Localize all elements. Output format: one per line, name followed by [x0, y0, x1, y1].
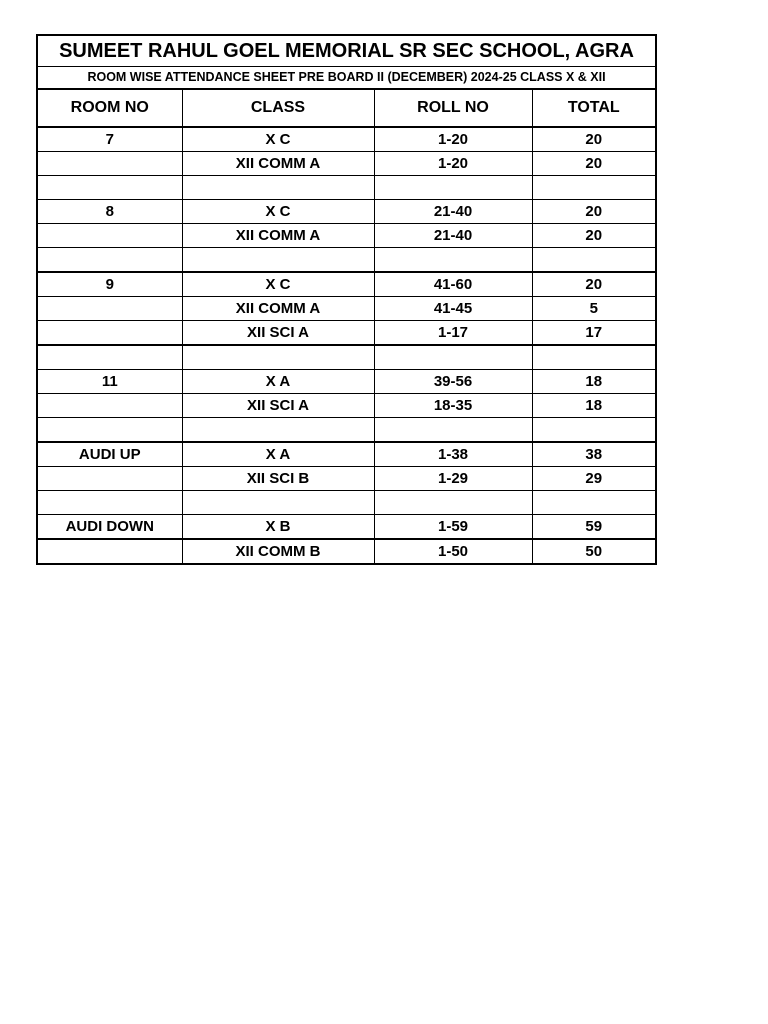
table-row	[38, 370, 655, 394]
table-row	[38, 418, 655, 443]
total-cell: 50	[532, 539, 655, 563]
table-row	[38, 200, 655, 224]
roll-cell: 1-20	[374, 127, 532, 152]
class-cell: X B	[182, 515, 374, 540]
total-cell: 29	[532, 467, 655, 491]
room-cell: AUDI DOWN	[38, 515, 182, 540]
table-row	[38, 515, 655, 540]
total-cell	[532, 176, 655, 200]
header-row	[38, 90, 655, 127]
table-row	[38, 248, 655, 273]
class-cell	[182, 418, 374, 443]
room-cell	[38, 345, 182, 370]
table-row	[38, 321, 655, 346]
table-row	[38, 394, 655, 418]
sheet-subtitle: ROOM WISE ATTENDANCE SHEET PRE BOARD II (DECEMBER) 2024-25 CLASS X & XII	[38, 67, 655, 90]
class-cell: X A	[182, 370, 374, 394]
room-cell: 7	[38, 127, 182, 152]
table-row	[38, 127, 655, 152]
roll-cell: 18-35	[374, 394, 532, 418]
total-cell: 18	[532, 394, 655, 418]
class-cell: X C	[182, 200, 374, 224]
class-cell: XII COMM B	[182, 539, 374, 563]
room-cell	[38, 394, 182, 418]
room-cell	[38, 491, 182, 515]
total-cell: 5	[532, 297, 655, 321]
total-cell: 38	[532, 442, 655, 467]
class-cell: X C	[182, 127, 374, 152]
header-roll-no: ROLL NO	[374, 90, 532, 127]
header-class: CLASS	[182, 90, 374, 127]
table-row	[38, 491, 655, 515]
room-cell	[38, 152, 182, 176]
room-cell	[38, 176, 182, 200]
total-cell: 18	[532, 370, 655, 394]
total-cell: 20	[532, 200, 655, 224]
class-cell	[182, 176, 374, 200]
room-cell: 9	[38, 272, 182, 297]
room-cell	[38, 224, 182, 248]
total-cell: 20	[532, 272, 655, 297]
total-cell	[532, 418, 655, 443]
roll-cell: 21-40	[374, 224, 532, 248]
roll-cell: 21-40	[374, 200, 532, 224]
header-total: TOTAL	[532, 90, 655, 127]
roll-cell: 1-20	[374, 152, 532, 176]
roll-cell: 1-59	[374, 515, 532, 540]
class-cell: XII COMM A	[182, 224, 374, 248]
room-cell	[38, 321, 182, 346]
class-cell: X C	[182, 272, 374, 297]
class-cell: XII SCI A	[182, 394, 374, 418]
class-cell: XII COMM A	[182, 152, 374, 176]
class-cell: X A	[182, 442, 374, 467]
total-cell: 20	[532, 127, 655, 152]
school-title: SUMEET RAHUL GOEL MEMORIAL SR SEC SCHOOL, AGRA	[38, 36, 655, 67]
class-cell	[182, 248, 374, 273]
total-cell	[532, 491, 655, 515]
roll-cell: 41-60	[374, 272, 532, 297]
roll-cell	[374, 345, 532, 370]
roll-cell: 39-56	[374, 370, 532, 394]
table-row	[38, 442, 655, 467]
room-cell	[38, 467, 182, 491]
roll-cell	[374, 418, 532, 443]
room-cell	[38, 418, 182, 443]
total-cell: 20	[532, 224, 655, 248]
table-row	[38, 539, 655, 563]
attendance-table	[38, 90, 655, 563]
total-cell	[532, 248, 655, 273]
total-cell: 59	[532, 515, 655, 540]
room-cell	[38, 248, 182, 273]
roll-cell: 1-29	[374, 467, 532, 491]
attendance-sheet	[36, 34, 657, 565]
table-row	[38, 272, 655, 297]
class-cell	[182, 345, 374, 370]
room-cell: AUDI UP	[38, 442, 182, 467]
room-cell	[38, 297, 182, 321]
table-row	[38, 345, 655, 370]
total-cell: 17	[532, 321, 655, 346]
class-cell: XII COMM A	[182, 297, 374, 321]
class-cell: XII SCI A	[182, 321, 374, 346]
table-row	[38, 176, 655, 200]
roll-cell: 41-45	[374, 297, 532, 321]
roll-cell: 1-38	[374, 442, 532, 467]
header-room-no: ROOM NO	[38, 90, 182, 127]
class-cell	[182, 491, 374, 515]
table-row	[38, 152, 655, 176]
roll-cell	[374, 491, 532, 515]
room-cell: 11	[38, 370, 182, 394]
room-cell: 8	[38, 200, 182, 224]
roll-cell: 1-17	[374, 321, 532, 346]
room-cell	[38, 539, 182, 563]
table-row	[38, 297, 655, 321]
class-cell: XII SCI B	[182, 467, 374, 491]
total-cell	[532, 345, 655, 370]
roll-cell: 1-50	[374, 539, 532, 563]
total-cell: 20	[532, 152, 655, 176]
table-row	[38, 224, 655, 248]
table-body	[38, 127, 655, 563]
roll-cell	[374, 248, 532, 273]
table-row	[38, 467, 655, 491]
roll-cell	[374, 176, 532, 200]
